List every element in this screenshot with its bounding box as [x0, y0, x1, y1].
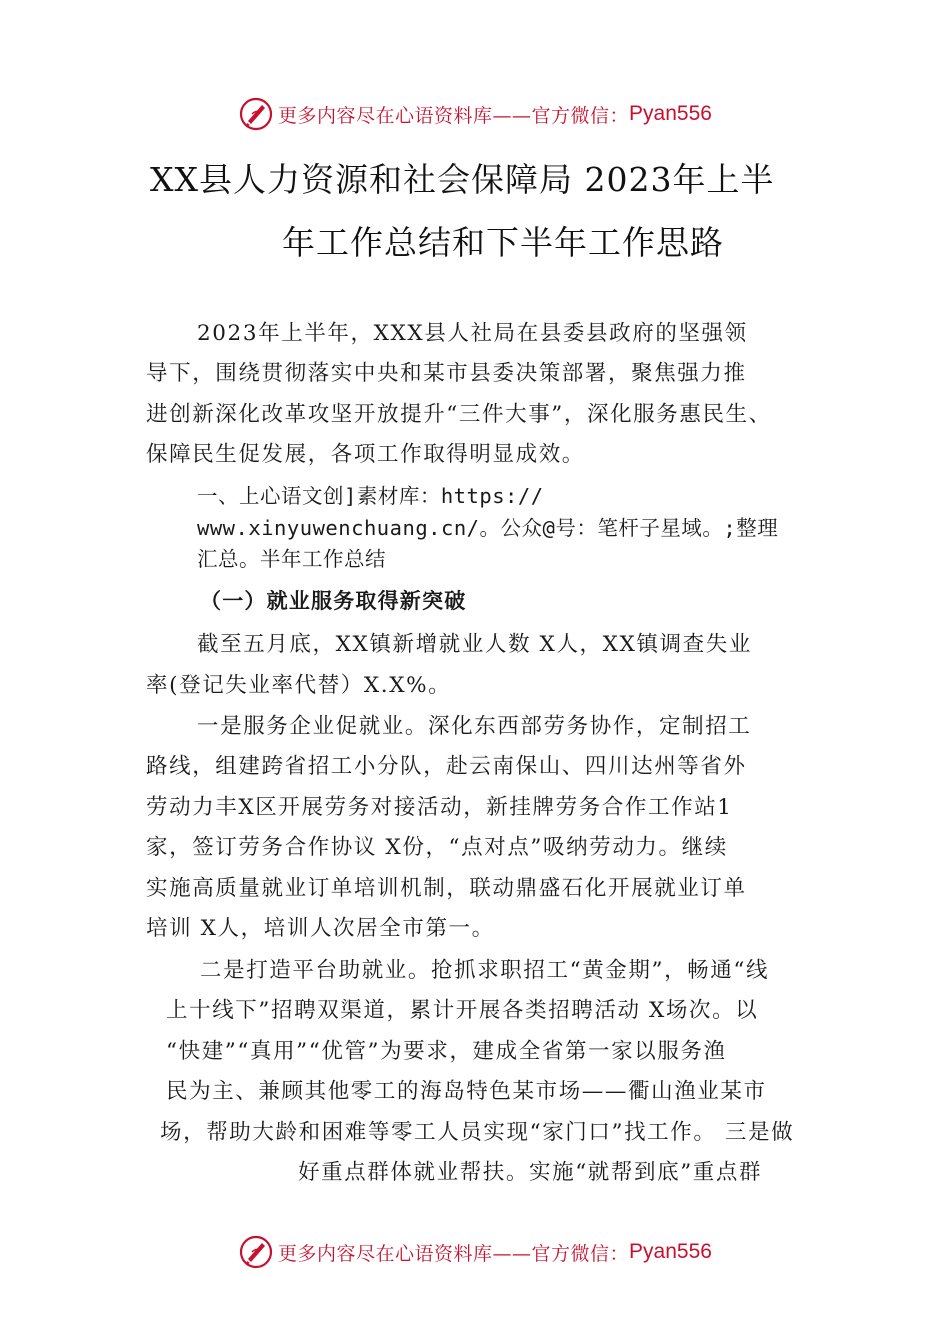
watermark-wechat-id: Pyan556	[629, 1240, 712, 1263]
body-line: 汇总。半年工作总结	[197, 547, 386, 571]
body-line: 场，帮助大龄和困难等零工人员实现“家门口”找工作。 三是做	[160, 1120, 795, 1145]
document-title-line-2: 年工作总结和下半年工作思路	[282, 223, 724, 262]
watermark-wechat-id: Pyan556	[629, 102, 712, 125]
section-heading-line: 一、上心语文创]素材库：https://	[197, 484, 544, 508]
body-line: 上十线下”招聘双渠道，累计开展各类招聘活动 X场次。以	[166, 998, 759, 1023]
watermark-text: 更多内容尽在心语资料库——官方微信：	[278, 104, 630, 127]
body-line: 民为主、兼顾其他零工的海岛特色某市场——衢山渔业某市	[166, 1079, 767, 1104]
body-line: 好重点群体就业帮扶。实施“就帮到底”重点群	[298, 1160, 763, 1185]
brush-logo-icon	[238, 96, 274, 132]
body-line: 一是服务企业促就业。深化东西部劳务协作，定制招工	[197, 714, 752, 739]
document-title-line-1: XX县人力资源和社会保障局 2023年上半	[150, 160, 775, 199]
body-line: 导下，围绕贯彻落实中央和某市县委决策部署，聚焦强力推	[146, 361, 747, 386]
body-line: www.xinyuwenchuang.cn/。公众@号：笔杆子星域。;整理	[197, 516, 779, 540]
subsection-heading: （一）就业服务取得新突破	[200, 588, 467, 613]
body-line: 率(登记失业率代替）X.X%。	[146, 673, 452, 698]
body-line: 实施高质量就业订单培训机制，联动鼎盛石化开展就业订单	[146, 876, 747, 901]
body-line: 截至五月底，XX镇新增就业人数 X人，XX镇调查失业	[197, 632, 752, 657]
watermark-banner-top	[0, 94, 950, 134]
body-line: “快建”“真用”“优管”为要求，建成全省第一家以服务渔	[166, 1039, 727, 1064]
body-line: 二是打造平台助就业。抢抓求职招工“黄金期”，畅通“线	[200, 958, 770, 983]
brush-logo-icon	[238, 1234, 274, 1270]
body-line: 路线，组建跨省招工小分队，赴云南保山、四川达州等省外	[146, 754, 747, 779]
body-line: 培训 X人，培训人次居全市第一。	[146, 916, 495, 941]
body-line: 劳动力丰X区开展劳务对接活动，新挂牌劳务合作工作站1	[146, 795, 733, 820]
watermark-banner-bottom	[0, 1232, 950, 1272]
body-line: 保障民生促发展，各项工作取得明显成效。	[146, 442, 585, 467]
watermark-text: 更多内容尽在心语资料库——官方微信：	[278, 1242, 630, 1265]
body-line: 家，签订劳务合作协议 X份，“点对点”吸纳劳动力。继续	[146, 835, 728, 860]
body-line: 2023年上半年，XXX县人社局在县委县政府的坚强领	[197, 321, 748, 346]
body-line: 进创新深化改革攻坚开放提升“三件大事”，深化服务惠民生、	[146, 402, 772, 427]
